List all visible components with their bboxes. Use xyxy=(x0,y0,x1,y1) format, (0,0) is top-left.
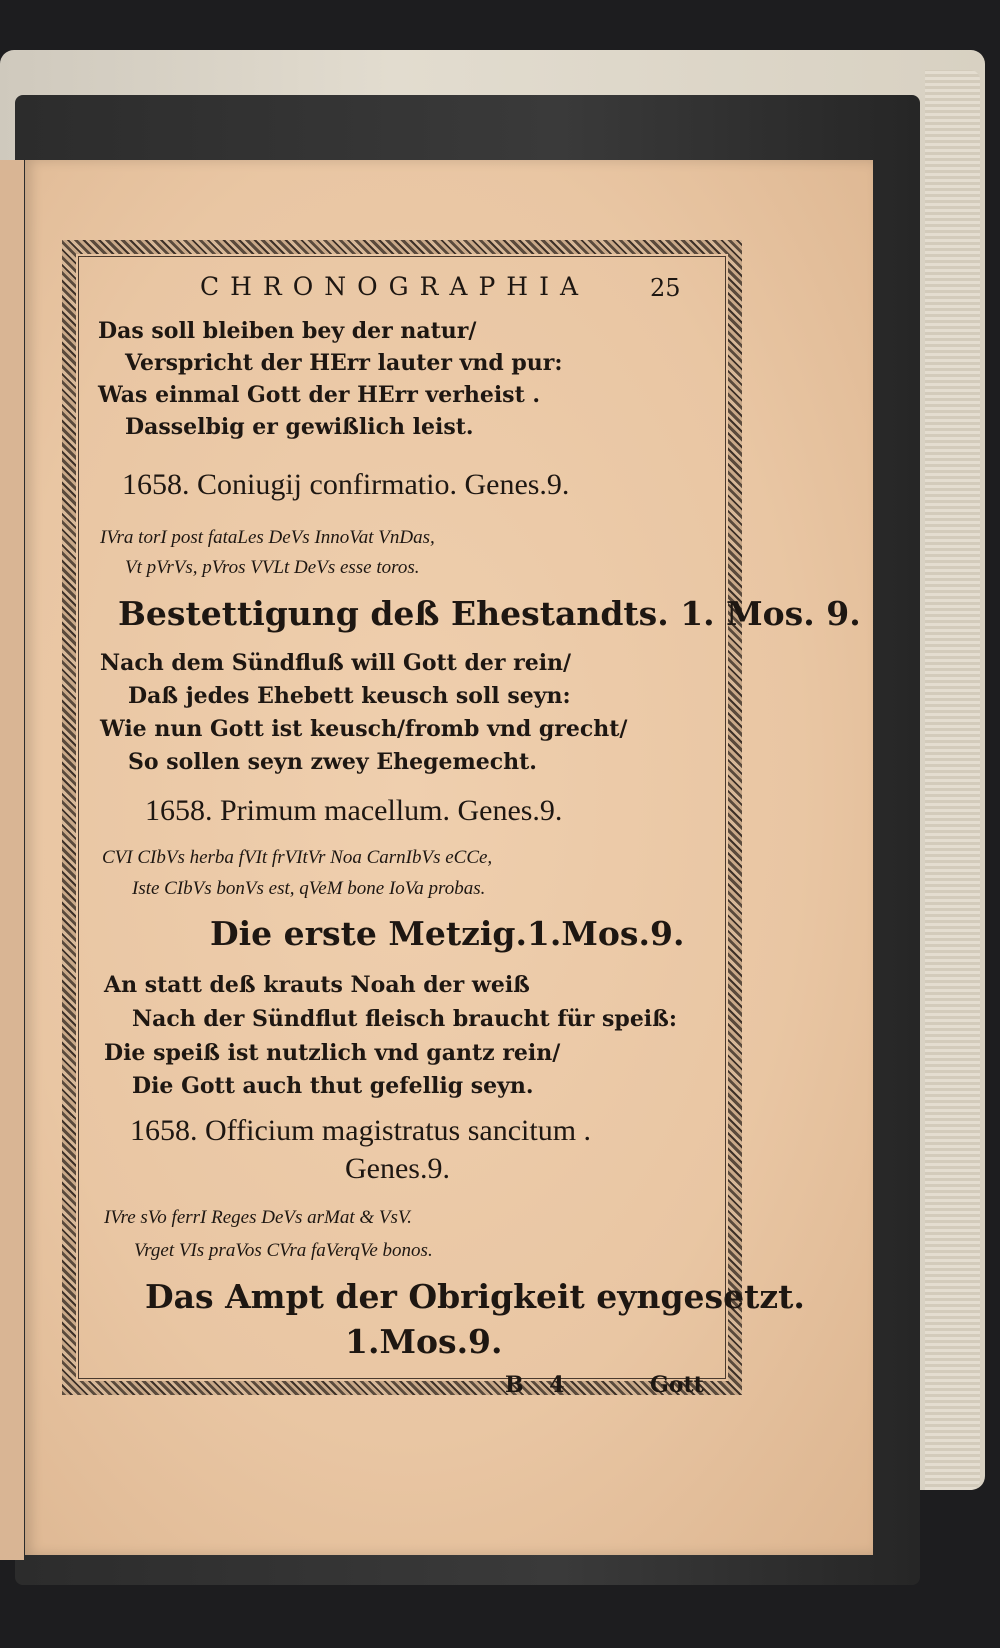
latin-heading: 1658. Coniugij confirmatio. Genes.9. xyxy=(122,468,570,501)
facing-page-edge xyxy=(0,160,24,1560)
catchword: Gott xyxy=(650,1372,704,1398)
german-heading: 1.Mos.9. xyxy=(345,1322,503,1361)
chronogram-line: Iste CIbVs bonVs est, qVeM bone IoVa probas. xyxy=(132,878,486,899)
latin-heading: 1658. Primum macellum. Genes.9. xyxy=(145,794,563,827)
book-cover-edge xyxy=(925,70,980,1490)
verse-line: Nach der Sündflut fleisch braucht für speiß: xyxy=(132,1006,678,1032)
verse-line: Wie nun Gott ist keusch/fromb vnd grecht/ xyxy=(100,716,628,742)
verse-line: An statt deß krauts Noah der weiß xyxy=(104,972,530,998)
verse-line: Was einmal Gott der HErr verheist . xyxy=(98,382,541,408)
german-heading: Die erste Metzig.1.Mos.9. xyxy=(210,914,685,953)
verse-line: Dasselbig er gewißlich leist. xyxy=(125,414,474,440)
verse-line: Die speiß ist nutzlich vnd gantz rein/ xyxy=(104,1040,561,1066)
latin-heading: Genes.9. xyxy=(345,1152,450,1185)
chronogram-line: CVI CIbVs herba fVIt frVItVr Noa CarnIbVs eCCe, xyxy=(102,847,493,868)
running-title: CHRONOGRAPHIA xyxy=(200,272,590,301)
page-number: 25 xyxy=(650,274,681,302)
verse-line: Verspricht der HErr lauter vnd pur: xyxy=(125,350,563,376)
verse-line: Die Gott auch thut gefellig seyn. xyxy=(132,1073,534,1099)
latin-heading: 1658. Officium magistratus sancitum . xyxy=(130,1114,592,1147)
verse-line: Daß jedes Ehebett keusch soll seyn: xyxy=(128,683,571,709)
verse-line: Nach dem Sündfluß will Gott der rein/ xyxy=(100,650,572,676)
chronogram-line: Vt pVrVs, pVros VVLt DeVs esse toros. xyxy=(125,557,420,578)
verse-line: Das soll bleiben bey der natur/ xyxy=(98,318,477,344)
german-heading: Bestettigung deß Ehestandts. 1. Mos. 9. xyxy=(118,594,861,633)
chronogram-line: IVre sVo ferrI Reges DeVs arMat & VsV. xyxy=(104,1207,412,1228)
german-heading: Das Ampt der Obrigkeit eyngesetzt. xyxy=(145,1277,805,1316)
chronogram-line: Vrget VIs praVos CVra faVerqVe bonos. xyxy=(134,1240,433,1261)
verse-line: So sollen seyn zwey Ehegemecht. xyxy=(128,749,537,775)
signature-mark: B 4 xyxy=(505,1372,565,1398)
chronogram-line: IVra torI post fataLes DeVs InnoVat VnDas, xyxy=(100,527,435,548)
